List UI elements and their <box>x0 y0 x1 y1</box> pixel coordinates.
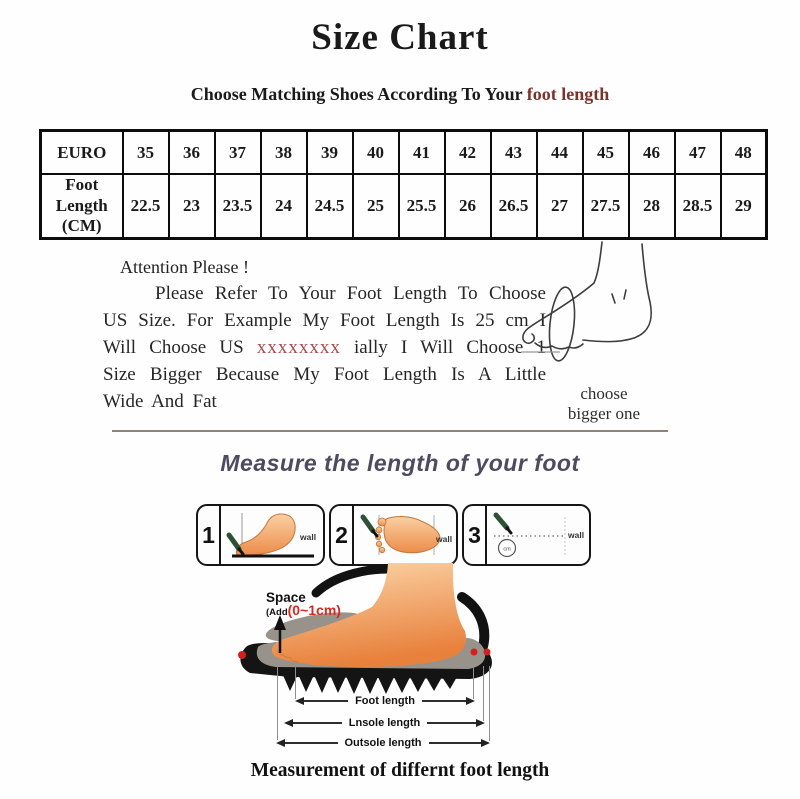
guide-line <box>277 666 278 740</box>
step1-foot-side-illustration <box>222 509 323 562</box>
guide-line <box>489 666 490 741</box>
cm-label: cm <box>502 546 511 552</box>
foot-length-cell: 22.5 <box>123 174 169 239</box>
euro-size-cell: 35 <box>123 131 169 175</box>
euro-size-cell: 46 <box>629 131 675 175</box>
wall-label: wall <box>435 533 452 544</box>
foot-length-cell: 28.5 <box>675 174 721 239</box>
measure-section-heading: Measure the length of your foot <box>220 450 580 476</box>
euro-size-cell: 40 <box>353 131 399 175</box>
foot-sketch-illustration <box>515 240 705 370</box>
attention-heading: Attention Please ! <box>120 257 249 277</box>
foot-length-cell: 29 <box>721 174 767 239</box>
measurement-row-foot-length: Foot length <box>295 695 475 707</box>
foot-length-cell: 28 <box>629 174 675 239</box>
euro-size-cell: 37 <box>215 131 261 175</box>
foot-shape <box>236 514 295 555</box>
wall-label: wall <box>567 529 584 540</box>
foot-length-cell: 24.5 <box>307 174 353 239</box>
step2-footprint-illustration <box>355 509 456 562</box>
step-panel-2 <box>329 504 458 566</box>
pen-icon <box>496 515 507 528</box>
euro-size-cell: 42 <box>445 131 491 175</box>
footprint-shape <box>384 516 440 552</box>
foot-length-cell: 27 <box>537 174 583 239</box>
table-row-euro <box>41 131 767 175</box>
euro-size-cell: 44 <box>537 131 583 175</box>
foot-length-cell: 26 <box>445 174 491 239</box>
guide-line <box>483 666 484 721</box>
step-number: 1 <box>198 506 221 564</box>
arrow-right-icon <box>476 719 485 727</box>
outsole-treads <box>282 669 462 694</box>
bottom-caption: Measurement of differnt foot length <box>250 760 550 781</box>
step-number: 3 <box>464 506 487 564</box>
subtitle-highlight: foot length <box>526 84 610 104</box>
measurement-row-insole-length: Lnsole length <box>284 717 485 729</box>
arrow-left-icon <box>284 719 293 727</box>
section-divider <box>112 430 668 432</box>
foot-length-cell: 27.5 <box>583 174 629 239</box>
foot-measurement-illustration <box>230 563 580 695</box>
crossed-out-text: xxxxxxxx <box>256 337 341 358</box>
foot-length-cell: 25 <box>353 174 399 239</box>
foot-length-cell: 25.5 <box>399 174 445 239</box>
page-title: Size Chart <box>311 17 489 58</box>
marker-dot-left <box>238 651 246 659</box>
euro-size-cell: 36 <box>169 131 215 175</box>
space-label: Space (Add(0~1cm) <box>266 590 341 618</box>
size-table <box>39 129 768 240</box>
arrow-right-icon <box>466 697 475 705</box>
step3-measure-illustration <box>488 509 589 562</box>
pen-icon <box>363 517 373 531</box>
choose-bigger-note: choose bigger one <box>567 384 641 423</box>
foot-length-cell: 24 <box>261 174 307 239</box>
euro-size-cell: 47 <box>675 131 721 175</box>
foot-length-cell: 26.5 <box>491 174 537 239</box>
measurement-row-outsole-length: Outsole length <box>276 737 490 749</box>
step-number: 2 <box>331 506 354 564</box>
arrow-left-icon <box>276 739 285 747</box>
foot-length-header-cell: Foot Length (CM) <box>41 174 123 239</box>
wall-label: wall <box>299 531 316 542</box>
foot-length-cell: 23 <box>169 174 215 239</box>
arrow-left-icon <box>295 697 304 705</box>
step-panel-1 <box>196 504 325 566</box>
euro-header-cell: EURO <box>41 131 123 175</box>
marker-dot-right <box>471 649 478 656</box>
euro-size-cell: 45 <box>583 131 629 175</box>
attention-text-after: ially I Will Choose 1 Size Bigger Because My Foot Length Is A Little Wide And Fat <box>103 337 547 412</box>
floor-line <box>232 554 314 557</box>
arrow-right-icon <box>481 739 490 747</box>
step-panel-3 <box>462 504 591 566</box>
euro-size-cell: 43 <box>491 131 537 175</box>
subtitle-text: Choose Matching Shoes According To Your <box>190 84 527 104</box>
subtitle <box>0 84 800 105</box>
measure-steps <box>196 504 591 566</box>
euro-size-cell: 39 <box>307 131 353 175</box>
euro-size-cell: 48 <box>721 131 767 175</box>
foot-length-cell: 23.5 <box>215 174 261 239</box>
euro-size-cell: 38 <box>261 131 307 175</box>
marker-dot-right <box>484 649 491 656</box>
attention-paragraph <box>103 280 546 415</box>
euro-size-cell: 41 <box>399 131 445 175</box>
attention-text-before: Please Refer To Your Foot Length To Choose US Size. For Example My Foot Length Is 25 cm I Will Choose US <box>103 283 546 358</box>
pen-icon <box>229 535 239 549</box>
table-row-foot-length <box>41 174 767 239</box>
